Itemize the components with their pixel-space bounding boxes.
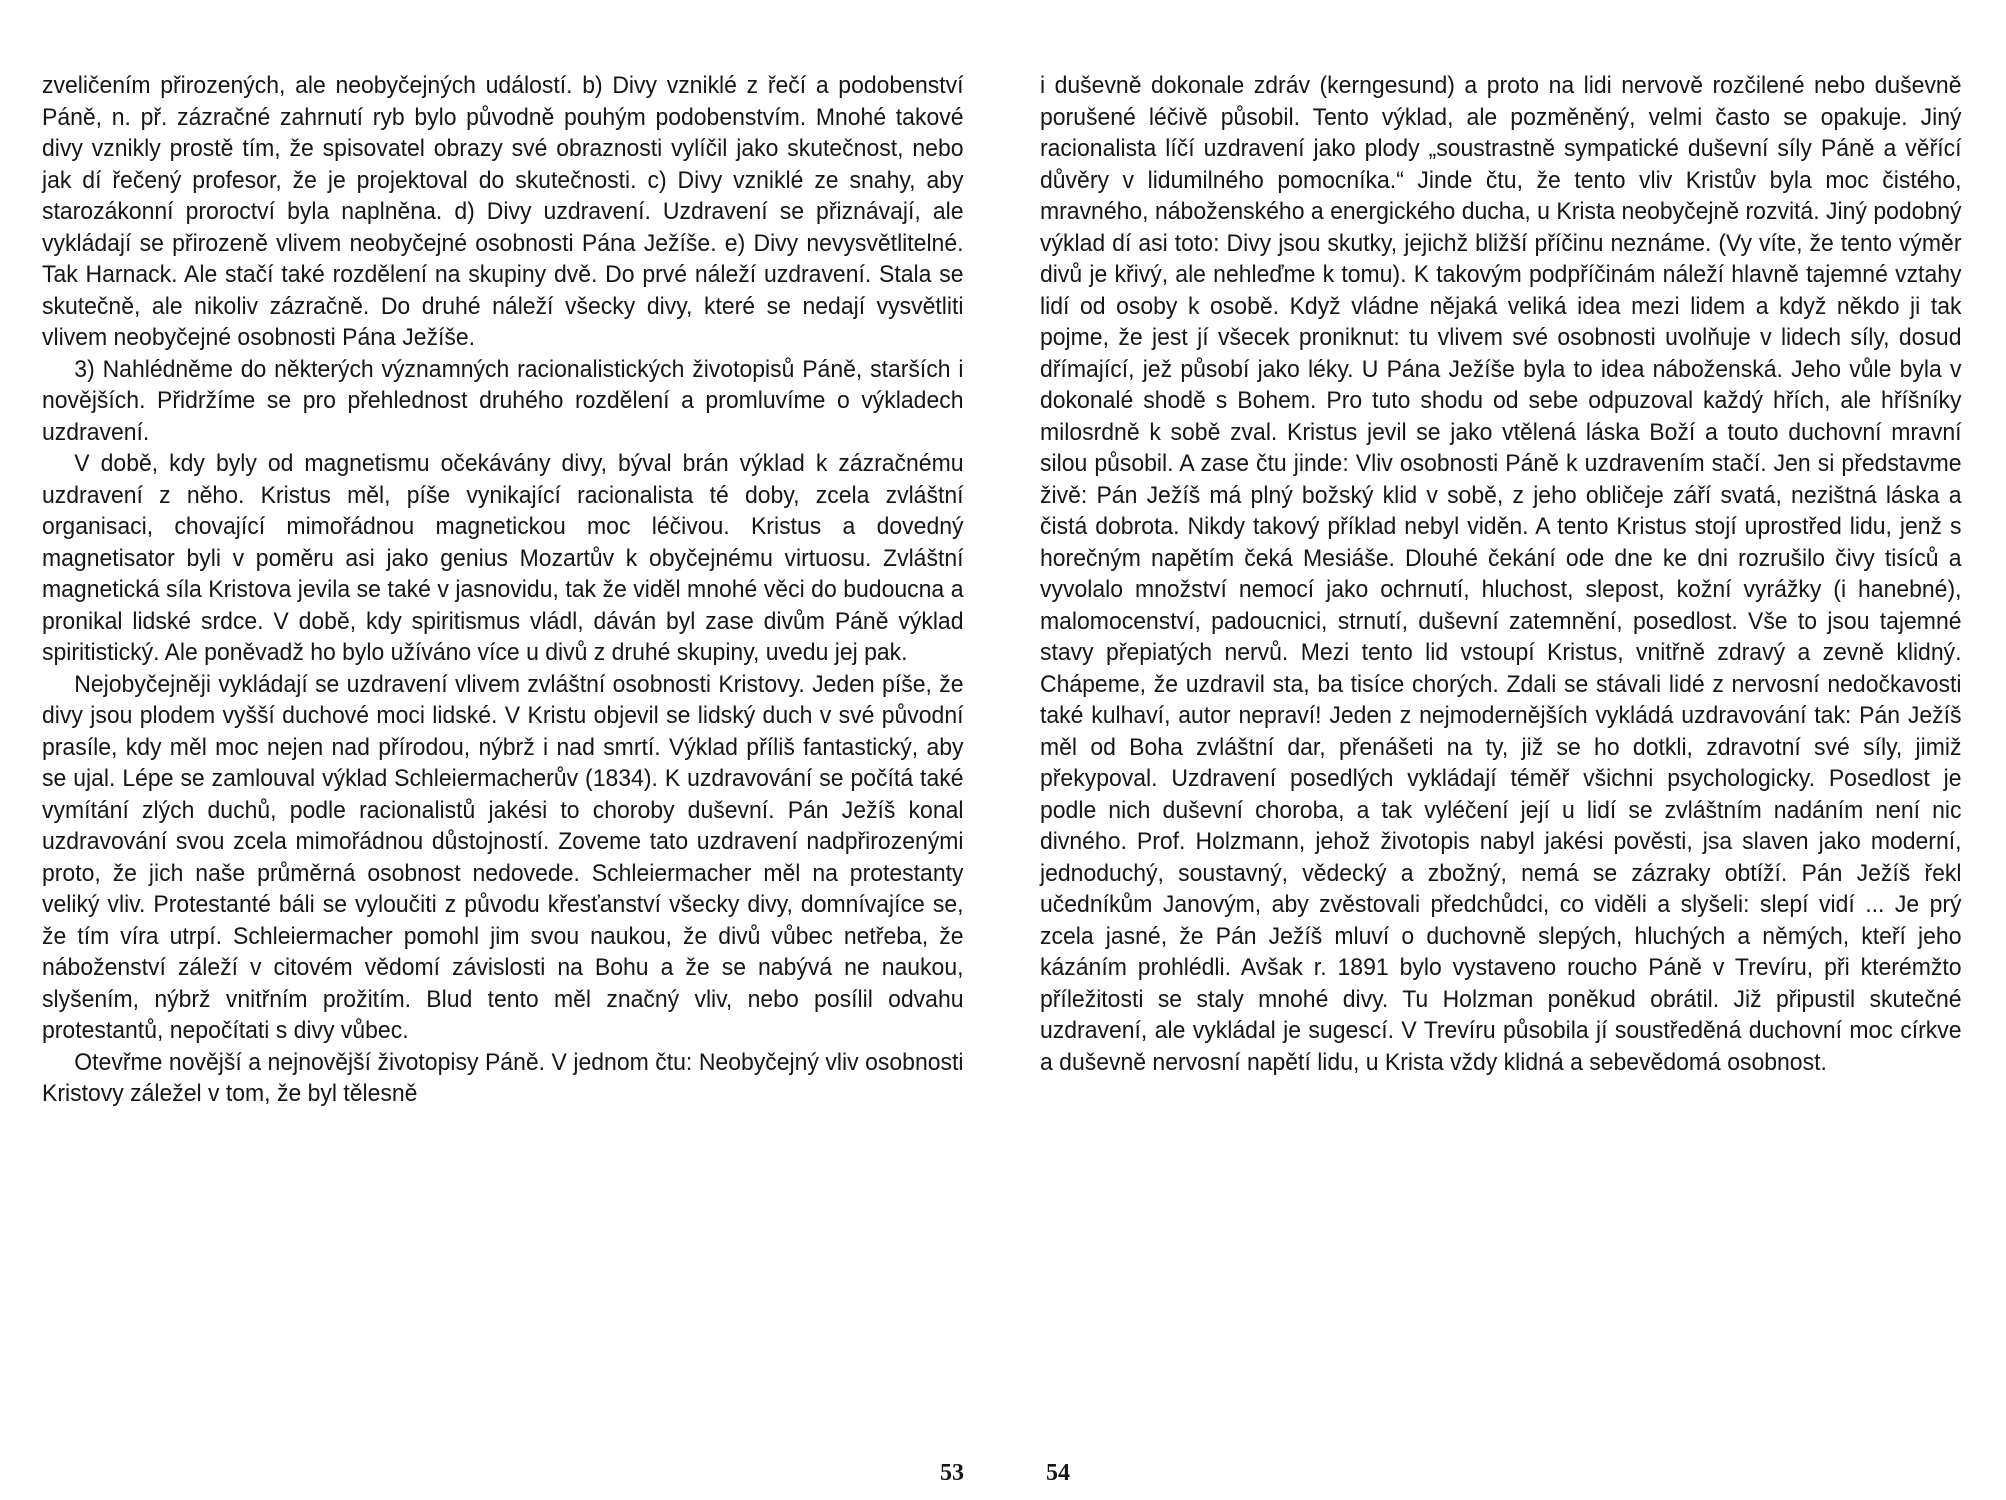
right-page [1040,70,1962,1430]
right-page-number: 54 [1046,1460,1070,1486]
left-page-number: 53 [940,1460,964,1486]
right-paragraph-1: i duševně dokonale zdráv (kerngesund) a proto na lidi nervově rozčilené nebo duševně porušené léčivě působil. Tento výklad, ale pozměněný, velmi často se opakuje. Jiný racionalista líčí uzdravení jako plody „soustrastně sympatické duševní síly Páně a věřící důvěry v lidumilného pomocníka.“ Jinde čtu, že tento vliv Kristův byla moc čistého, mravného, náboženského a energického ducha, u Krista neobyčejně rozvitá. Jiný podobný výklad dí asi toto: Divy jsou skutky, jejichž bližší příčinu neznáme. (Vy víte, že tento výměr divů je křivý, ale nehleďme k tomu). K takovým podpříčinám náleží hlavně tajemné vztahy lidí od osoby k osobě. Když vládne nějaká veliká idea mezi lidem a když někdo ji tak pojme, že jest jí všecek proniknut: tu vlivem své osobnosti uvolňuje v lidech síly, dosud dřímající, jež působí jako léky. U Pána Ježíše byla to idea náboženská. Jeho vůle byla v dokonalé shodě s Bohem. Pro tuto shodu od sebe odpuzoval každý hřích, ale hříšníky milosrdně k sobě zval. Kristus jevil se jako vtělená láska Boží a touto duchovní mravní silou působil. A zase čtu jinde: Vliv osobnosti Páně k uzdravením stačí. Jen si představme živě: Pán Ježíš má plný božský klid v sobě, z jeho obličeje září svatá, nezištná láska a čistá dobrota. Nikdy takový příklad nebyl viděn. A tento Kristus stojí uprostřed lidu, jenž s horečným napětím čeká Mesiáše. Dlouhé čekání ode dne ke dni rozrušilo čivy tisíců a vyvolalo množství nemocí jako ochrnutí, hluchost, slepost, kožní vyrážky (i hanebné), malomocenství, padoucnici, strnutí, duševní zatemnění, posedlost. Vše to jsou tajemné stavy přepiatých nervů. Mezi tento lid vstoupí Kristus, vnitřně zdravý a zevně klidný. Chápeme, že uzdravil sta, ba tisíce chorých. Zdali se stávali lidé z nervosní nedočkavosti také kulhaví, autor nepraví! Jeden z nejmodernějších vykládá uzdravování tak: Pán Ježíš měl od Boha zvláštní dar, přenášeti na ty, již se ho dotkli, zdravotní své síly, jimiž překypoval. Uzdravení posedlých vykládají téměř všichni psychologicky. Posedlost je podle nich duševní choroba, a tak vyléčení její u lidí se zvláštním nadáním není nic divného. Prof. Holzmann, jehož životopis nabyl jakési pověsti, jsa slaven jako moderní, jednoduchý, soustavný, vědecký a zbožný, nemá se zázraky obtíží. Pán Ježíš řekl učedníkům Janovým, aby zvěstovali předchůdci, co viděli a slyšeli: slepí vidí ... Je prý zcela jasné, že Pán Ježíš mluví o duchovně slepých, hluchých a němých, kteří jeho kázáním prohlédli. Avšak r. 1891 bylo vystaveno roucho Páně v Trevíru, při kterémžto příležitosti se staly mnohé divy. Tu Holzman poněkud obrátil. Již připustil skutečné uzdravení, ale vykládal je sugescí. V Trevíru působila jí soustředěná duchovní moc církve a duševně nervosní napětí lidu, u Krista vždy klidná a sebevědomá osobnost. [1040,72,1962,1076]
left-paragraph-5: Otevřme novější a nejnovější životopisy Páně. V jednom čtu: Neobyčejný vliv osobnosti Kristovy záležel v tom, že byl tělesně [42,1048,964,1107]
left-paragraph-1: zveličením přirozených, ale neobyčejných událostí. b) Divy vzniklé z řečí a podobenství Páně, n. př. zázračné zahrnutí ryb bylo původně pouhým podobenstvím. Mnohé takové divy vznikly prostě tím, že spisovatel obrazy své obraznosti vylíčil jako skutečnost, nebo jak dí řečený profesor, že je projektoval do skutečnosti. c) Divy vzniklé ze snahy, aby starozákonní proroctví byla naplněna. d) Divy uzdravení. Uzdravení se přiznávají, ale vykládají se přirozeně vlivem neobyčejné osobnosti Pána Ježíše. e) Divy nevysvětlitelné. Tak Harnack. Ale stačí také rozdělení na skupiny dvě. Do prvé náleží uzdravení. Stala se skutečně, ale nikoliv zázračně. Do druhé náleží všecky divy, které se nedají vysvětliti vlivem neobyčejné osobnosti Pána Ježíše. [42,72,964,351]
left-paragraph-3: V době, kdy byly od magnetismu očekávány divy, býval brán výklad k zázračnému uzdravení z něho. Kristus měl, píše vynikající racionalista té doby, zcela zvláštní organisaci, chovající mimořádnou magnetickou moc léčivou. Kristus a dovedný magnetisator byli v poměru asi jako genius Mozartův k obyčejnému virtuosu. Zvláštní magnetická síla Kristova jevila se také v jasnovidu, tak že viděl mnohé věci do budoucna a pronikal lidské srdce. V době, kdy spiritismus vládl, dáván byl zase divům Páně výklad spiritistický. Ale poněvadž ho bylo užíváno více u divů z druhé skupiny, uvedu jej pak. [42,450,964,666]
left-paragraph-4: Nejobyčejněji vykládají se uzdravení vlivem zvláštní osobnosti Kristovy. Jeden píše, že divy jsou plodem vyšší duchové moci lidské. V Kristu objevil se lidský duch v své původní prasíle, kdy měl moc nejen nad přírodou, nýbrž i nad smrtí. Výklad příliš fantastický, aby se ujal. Lépe se zamlouval výklad Schleiermacherův (1834). K uzdravování se počítá také vymítání zlých duchů, podle racionalistů jakési to choroby duševní. Pán Ježíš konal uzdravování svou zcela mimořádnou důstojností. Zoveme tato uzdravení nadpřirozenými proto, že jich naše průměrná osobnost nedovede. Schleiermacher měl na protestanty veliký vliv. Protestanté báli se vyloučiti z původu křesťanství všecky divy, domnívajíce se, že tím víra utrpí. Schleiermacher pomohl jim svou naukou, že divů vůbec netřeba, že náboženství záleží v citovém vědomí závislosti na Bohu a že se nabývá ne naukou, slyšením, nýbrž vnitřním prožitím. Blud tento měl značný vliv, nebo posílil odvahu protestantů, nepočítati s divy vůbec. [42,670,964,1044]
left-page [42,70,964,1430]
left-paragraph-2: 3) Nahlédněme do některých významných racionalistických životopisů Páně, starších i novějších. Přidržíme se pro přehlednost druhého rozdělení a promluvíme o výkladech uzdravení. [42,355,964,446]
